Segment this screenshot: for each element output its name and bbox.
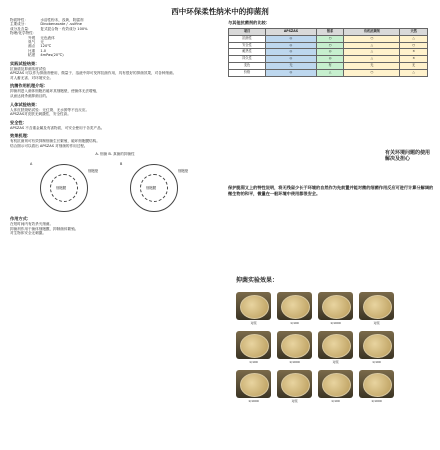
- paragraph-line: APSZAS 不含重金属及有害物质，可安全使用于各类产品。: [10, 125, 105, 130]
- comparison-table: [228, 28, 428, 77]
- dish-row: [236, 370, 436, 403]
- table-cell: ◎: [266, 42, 317, 49]
- dish-row: [236, 331, 436, 364]
- page-title: 西中环保柔性纳米中的抑菌剂: [171, 7, 269, 16]
- diagram-label: 细胞膜: [56, 186, 67, 191]
- header-cell: 有机抗菌剂: [344, 29, 400, 36]
- petri-dish-image: [277, 292, 312, 320]
- paragraph-line: APSZAS 可以作为抑菌剂使用，微量于、溶液中即可发挥抗菌作用，具有很好的抑菌效果，对各种细菌。: [10, 71, 177, 76]
- table-cell: ◎: [266, 69, 317, 76]
- dish-cell: [359, 370, 394, 403]
- paragraph-line: 从而达到杀菌抑菌目的。: [10, 94, 50, 99]
- figure-title: A. 细菌 B. 真菌的抑菌性: [95, 151, 135, 156]
- dish-cell: [236, 370, 271, 403]
- paragraph-line: APSZAS对皮肤无刺激性，安全性高。: [10, 112, 71, 117]
- paragraph-line: 抑菌剂进入菌体细胞后破坏其细胞壁，使菌体无法增殖，: [10, 89, 100, 94]
- paragraph-line: 有机抗菌剂可有效抑制细菌生长繁殖，破坏细胞膜结构。: [10, 139, 100, 144]
- dish-cell: [359, 292, 394, 325]
- petri-dish-image: [318, 292, 353, 320]
- prop-value: Dinobenzoate / -sulfine: [40, 22, 82, 27]
- section-heading: 安全性：: [10, 119, 27, 125]
- table-cell: ◎: [266, 56, 317, 63]
- dish-cell: [236, 292, 271, 325]
- dish-label: 1/100: [290, 321, 299, 325]
- table-cell: ○: [316, 42, 344, 49]
- petri-dish-image: [318, 331, 353, 359]
- table-cell: 有: [316, 62, 344, 69]
- table-cell: ×: [400, 49, 428, 56]
- table-cell: ○: [344, 35, 400, 42]
- left-column: [10, 18, 220, 236]
- table-cell: ◎: [316, 49, 344, 56]
- paragraph-line: 对生物体安全无刺激。: [10, 231, 46, 236]
- table-header-row: [229, 29, 428, 36]
- table-cell: ◎: [266, 49, 317, 56]
- table-cell: 安全性: [229, 42, 266, 49]
- table-cell: 变色: [229, 62, 266, 69]
- table-cell: △: [344, 56, 400, 63]
- dish-label: 1/1000: [289, 360, 300, 364]
- paragraph-line: 结合图示可以看出 APSZAS 对细菌的作用过程。: [10, 144, 88, 148]
- prop-row: [10, 53, 92, 57]
- paragraph-line: 抗菌谱及抑菌浓度试验: [10, 66, 46, 71]
- dish-label: 1/1000: [371, 399, 382, 403]
- petri-dish-image: [277, 370, 312, 398]
- side-note: 有关环境问题的使用解决及担心: [385, 150, 431, 163]
- prop-value: 复式混合物 · 有效成分 100%: [40, 26, 88, 31]
- prop-value: 120℃: [40, 44, 52, 49]
- experiment-heading: 抑菌实验效果：: [236, 277, 279, 284]
- dish-cell: [318, 331, 353, 364]
- dish-cell: [236, 331, 271, 364]
- table-cell: △: [344, 49, 400, 56]
- table-row: [229, 49, 428, 56]
- table-cell: △: [344, 42, 400, 49]
- dish-cell: [318, 370, 353, 403]
- table-cell: 无: [266, 62, 317, 69]
- table-row: [229, 42, 428, 49]
- dish-label: 对照: [291, 399, 298, 403]
- prop-value: 无: [40, 40, 44, 45]
- table-row: [229, 69, 428, 76]
- prop-value: 1.0: [40, 48, 47, 53]
- prop-key: 物理/化学特性：: [10, 31, 37, 36]
- section-heading: 效果机理：: [10, 133, 31, 139]
- table-row: [229, 35, 428, 42]
- prop-key: 主要成分：: [10, 22, 28, 27]
- table-cell: △: [316, 69, 344, 76]
- right-column: [228, 20, 432, 77]
- dish-label: 1/100: [372, 360, 381, 364]
- dish-cell: [277, 370, 312, 403]
- table-row: [229, 56, 428, 63]
- cell-diagram: [10, 160, 220, 212]
- petri-dish-image: [318, 370, 353, 398]
- table-cell: ×: [400, 56, 428, 63]
- diagram-label: B: [120, 162, 123, 167]
- paragraph-line: 在短时间内有效杀灭细菌。: [10, 222, 54, 227]
- petri-dish-image: [236, 331, 271, 359]
- dish-cell: [318, 292, 353, 325]
- prop-value: 4mPas(20℃): [40, 53, 64, 58]
- table-cell: △: [400, 69, 428, 76]
- header-cell: APSZAS: [266, 29, 317, 36]
- diagram-label: 细胞壁: [178, 169, 189, 174]
- prop-value: 无色液体: [40, 35, 55, 40]
- section-heading: 实践试验结果：: [10, 60, 40, 66]
- table-cell: ○: [344, 69, 400, 76]
- table-cell: ○: [400, 42, 428, 49]
- paragraph-line: 对人畜无害、对环境安全。: [10, 75, 54, 80]
- dish-label: 1/1000: [248, 399, 259, 403]
- petri-dish-image: [359, 292, 394, 320]
- dish-cell: [359, 331, 394, 364]
- petri-dish-image: [359, 370, 394, 398]
- table-cell: 抗菌性: [229, 35, 266, 42]
- petri-dish-image: [236, 292, 271, 320]
- petri-dish-image: [236, 370, 271, 398]
- paragraph-line: 抑菌剂作用于菌体细胞膜，抑制菌体繁殖。: [10, 226, 79, 231]
- petri-dish-image: [359, 331, 394, 359]
- header-cell: 天然: [400, 29, 428, 36]
- table-cell: ◎: [266, 35, 317, 42]
- prop-value: 水溶性粉末，浅黄，防腐剂: [40, 18, 84, 22]
- table-cell: △: [400, 35, 428, 42]
- dish-label: 对照: [332, 360, 339, 364]
- diagram-label: 细胞膜: [146, 186, 157, 191]
- section-heading: 作用方式：: [10, 216, 31, 222]
- prop-key: 物质特性：: [10, 18, 28, 22]
- prop-key: 成分及含量：: [10, 26, 32, 31]
- prop-key: 比重: [28, 48, 36, 53]
- table-cell: 耐热性: [229, 49, 266, 56]
- comparison-heading: 与其他抗菌剂的比较：: [228, 20, 270, 25]
- header-cell: 银系: [316, 29, 344, 36]
- paragraph-line: 人体皮肤斑贴试验：无红斑、无水肿等不良反应。: [10, 107, 90, 112]
- table-cell: 价格: [229, 69, 266, 76]
- prop-key: 外观: [28, 35, 36, 40]
- petri-dish-grid: [236, 292, 436, 409]
- table-cell: ○: [316, 35, 344, 42]
- prop-key: 臭气: [28, 40, 36, 45]
- dish-row: [236, 292, 436, 325]
- properties-table: [10, 18, 92, 58]
- dish-label: 1/100: [331, 399, 340, 403]
- dish-label: 对照: [250, 321, 257, 325]
- diagram-label: A: [30, 162, 33, 167]
- section-heading: 人体试验结果：: [10, 101, 40, 107]
- diagram-label: 细胞壁: [88, 169, 99, 174]
- table-cell: 无: [344, 62, 400, 69]
- section-heading: 抗菌作用机理介绍：: [10, 83, 48, 89]
- dish-label: 对照: [373, 321, 380, 325]
- dish-cell: [277, 292, 312, 325]
- prop-key: 粘度: [28, 53, 36, 58]
- table-cell: 无: [400, 62, 428, 69]
- summary-paragraph: 保护脆弱又上的特性说明，将无残留少长于环境的自然作为先前置并能对菌的细菌作用反应可进行计算分解调的微生物的和平，微量在一般环境中使用都很安全。: [228, 185, 434, 196]
- dish-label: 1/100: [249, 360, 258, 364]
- dish-label: 1/1000: [330, 321, 341, 325]
- table-cell: 持久性: [229, 56, 266, 63]
- table-row: [229, 62, 428, 69]
- prop-key: 沸点: [28, 44, 36, 49]
- dish-cell: [277, 331, 312, 364]
- header-cell: 项目: [229, 29, 266, 36]
- petri-dish-image: [277, 331, 312, 359]
- table-cell: ◎: [316, 56, 344, 63]
